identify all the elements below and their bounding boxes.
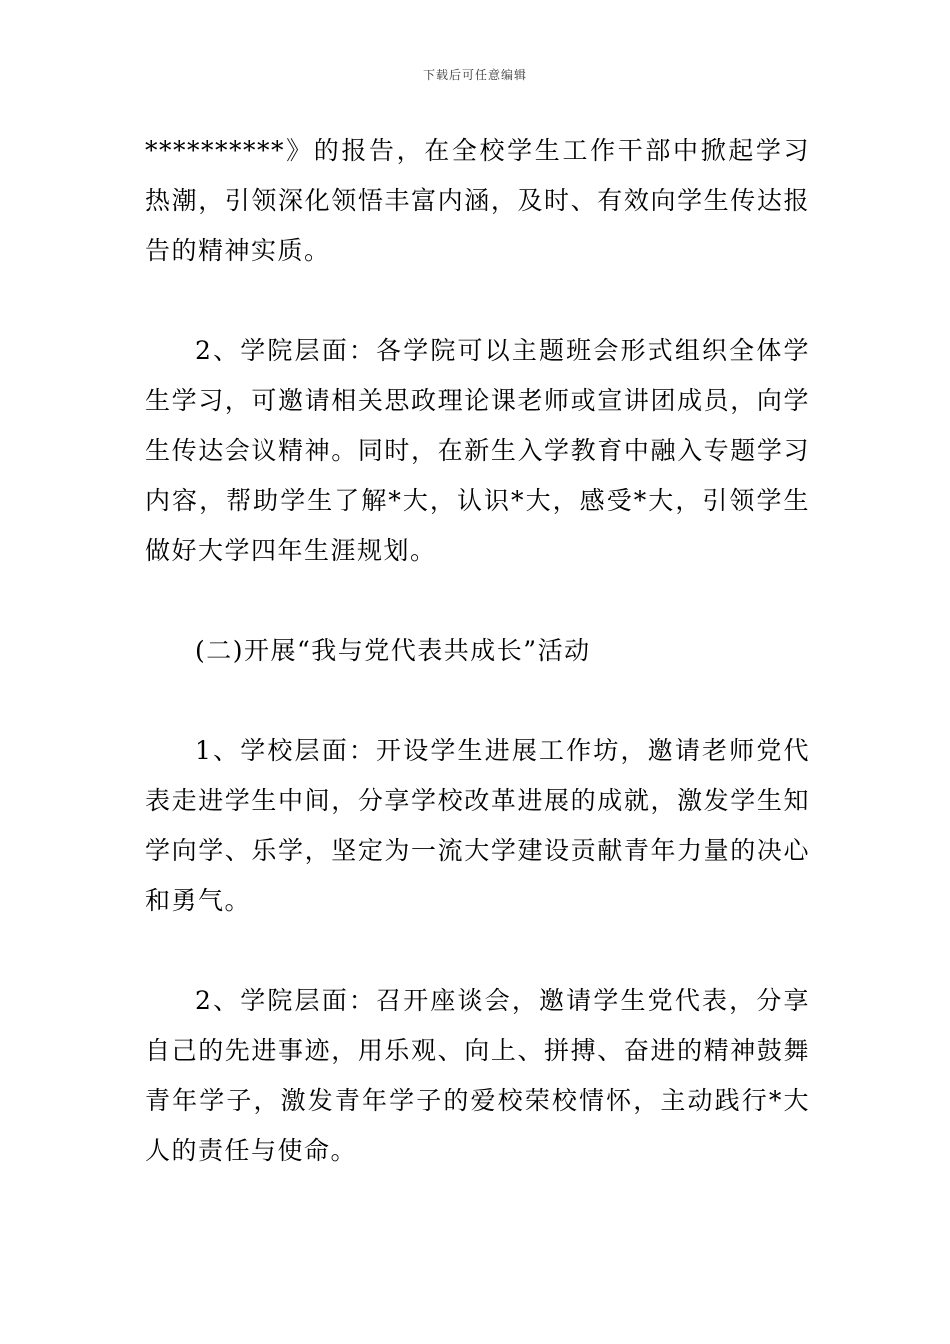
paragraph-college-level-forum: 2、学院层面：召开座谈会，邀请学生党代表，分享自己的先进事迹，用乐观、向上、拼搏、奋进的精神鼓舞青年学子，激发青年学子的爱校荣校情怀，主动践行*大人的责任与使命。 [145,986,810,1165]
page-header: 下载后可任意编辑 [422,68,527,82]
paragraph-report-continuation: **********》的报告，在全校学生工作干部中掀起学习热潮，引领深化领悟丰富内涵，及时、有效向学生传达报告的精神实质。 [145,136,810,265]
section-heading-activity: (二)开展“我与党代表共成长”活动 [195,636,591,665]
paragraph-college-level-study: 2、学院层面：各学院可以主题班会形式组织全体学生学习，可邀请相关思政理论课老师或宣讲团成员，向学生传达会议精神。同时，在新生入学教育中融入专题学习内容，帮助学生了解*大，认识*大，感受*大，引领学生做好大学四年生涯规划。 [145,336,810,565]
paragraph-school-level-workshop: 1、学校层面：开设学生进展工作坊，邀请老师党代表走进学生中间，分享学校改革进展的成就，激发学生知学向学、乐学，坚定为一流大学建设贡献青年力量的决心和勇气。 [145,736,810,915]
document-body [145,126,810,1176]
